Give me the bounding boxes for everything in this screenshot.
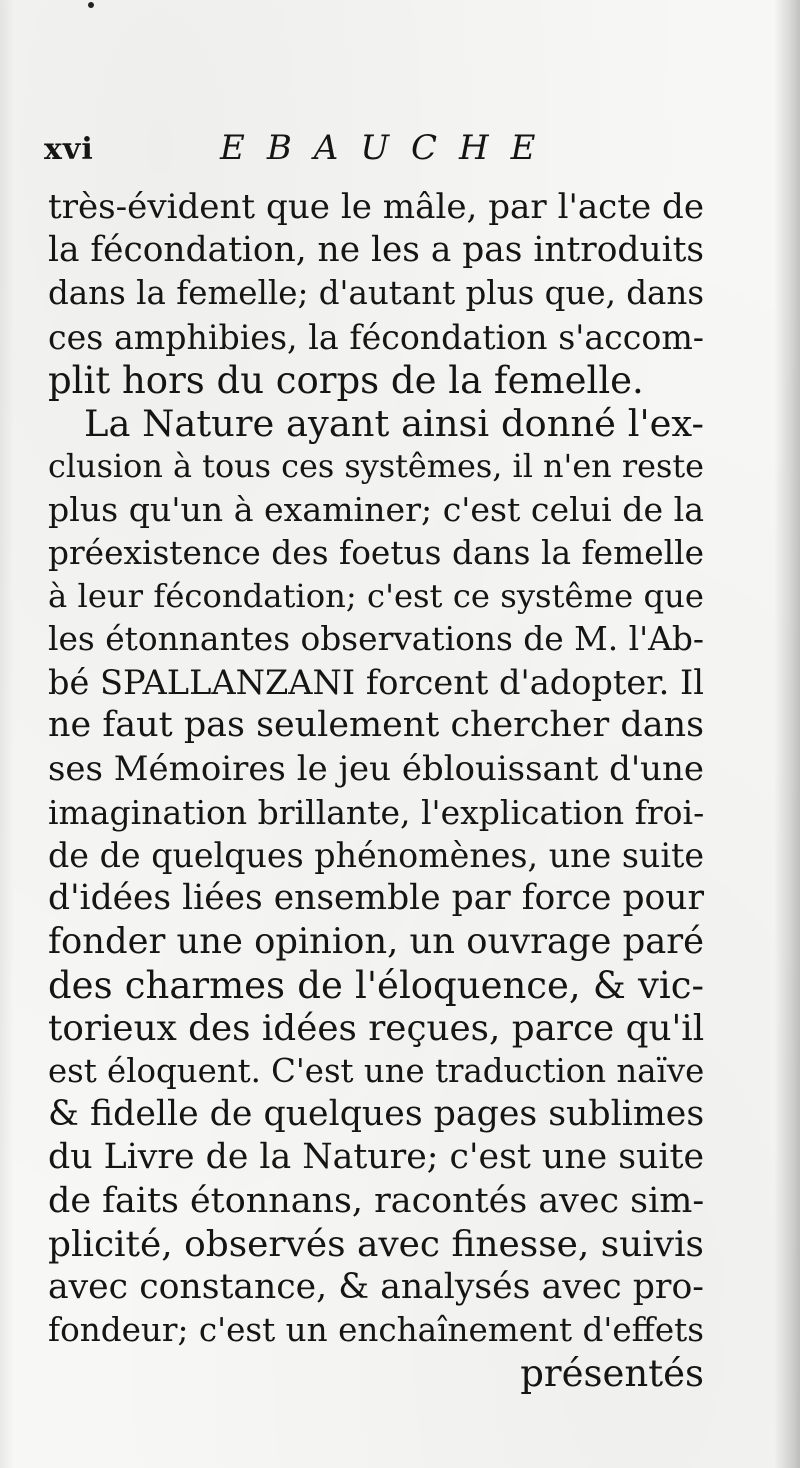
text-line: ne faut pas seulement chercher dans	[48, 705, 704, 746]
running-head-title: EBAUCHE	[220, 128, 558, 168]
text-line: les étonnantes observations de M. l'Ab-	[48, 620, 704, 659]
text-line: clusion à tous ces systêmes, il n'en reste	[48, 447, 704, 486]
text-line: de faits étonnans, racontés avec sim-	[48, 1180, 705, 1221]
text-line: & fidelle de quelques pages sublimes	[48, 1094, 705, 1135]
catchword: présentés	[520, 1352, 704, 1396]
text-line: la fécondation, ne les a pas introduits	[48, 230, 705, 271]
text-line: préexistence des foetus dans la femelle	[48, 533, 704, 572]
page-gutter-shadow	[0, 0, 14, 1468]
text-line: avec constance, & analysés avec pro-	[48, 1267, 704, 1308]
text-line: du Livre de la Nature; c'est une suite	[48, 1137, 704, 1178]
text-line: plit hors du corps de la femelle.	[48, 358, 644, 402]
text-line: imagination brillante, l'explication froi-	[48, 792, 705, 832]
text-line: de de quelques phénomènes, une suite	[48, 836, 704, 876]
text-line: bé SPALLANZANI forcent d'adopter. Il	[48, 663, 704, 703]
text-line: à leur fécondation; c'est ce systême que	[48, 576, 704, 615]
text-line: plicité, observés avec finesse, suivis	[48, 1223, 704, 1265]
paragraph-start-line: La Nature ayant ainsi donné l'ex-	[84, 402, 704, 446]
text-line: ces amphibies, la fécondation s'accom-	[48, 317, 704, 357]
body-text	[48, 186, 704, 1396]
text-line: fonder une opinion, un ouvrage paré	[48, 921, 704, 963]
text-line: dans la femelle; d'autant plus que, dans	[48, 274, 704, 313]
text-line: plus qu'un à examiner; c'est celui de la	[48, 490, 704, 530]
page-edge-shadow	[774, 0, 800, 1468]
text-line: torieux des idées reçues, parce qu'il	[48, 1007, 705, 1049]
page-number: xvi	[44, 132, 94, 167]
text-line: ses Mémoires le jeu éblouissant d'une	[48, 748, 704, 789]
text-line: est éloquent. C'est une traduction naïve	[48, 1052, 705, 1091]
running-head	[44, 128, 744, 168]
ink-speck	[88, 2, 94, 8]
text-line: des charmes de l'éloquence, & vic-	[48, 963, 704, 1007]
text-line: d'idées liées ensemble par force pour	[48, 878, 704, 919]
text-line: fondeur; c'est un enchaînement d'effets	[48, 1311, 704, 1350]
text-line: très-évident que le mâle, par l'acte de	[48, 187, 704, 227]
